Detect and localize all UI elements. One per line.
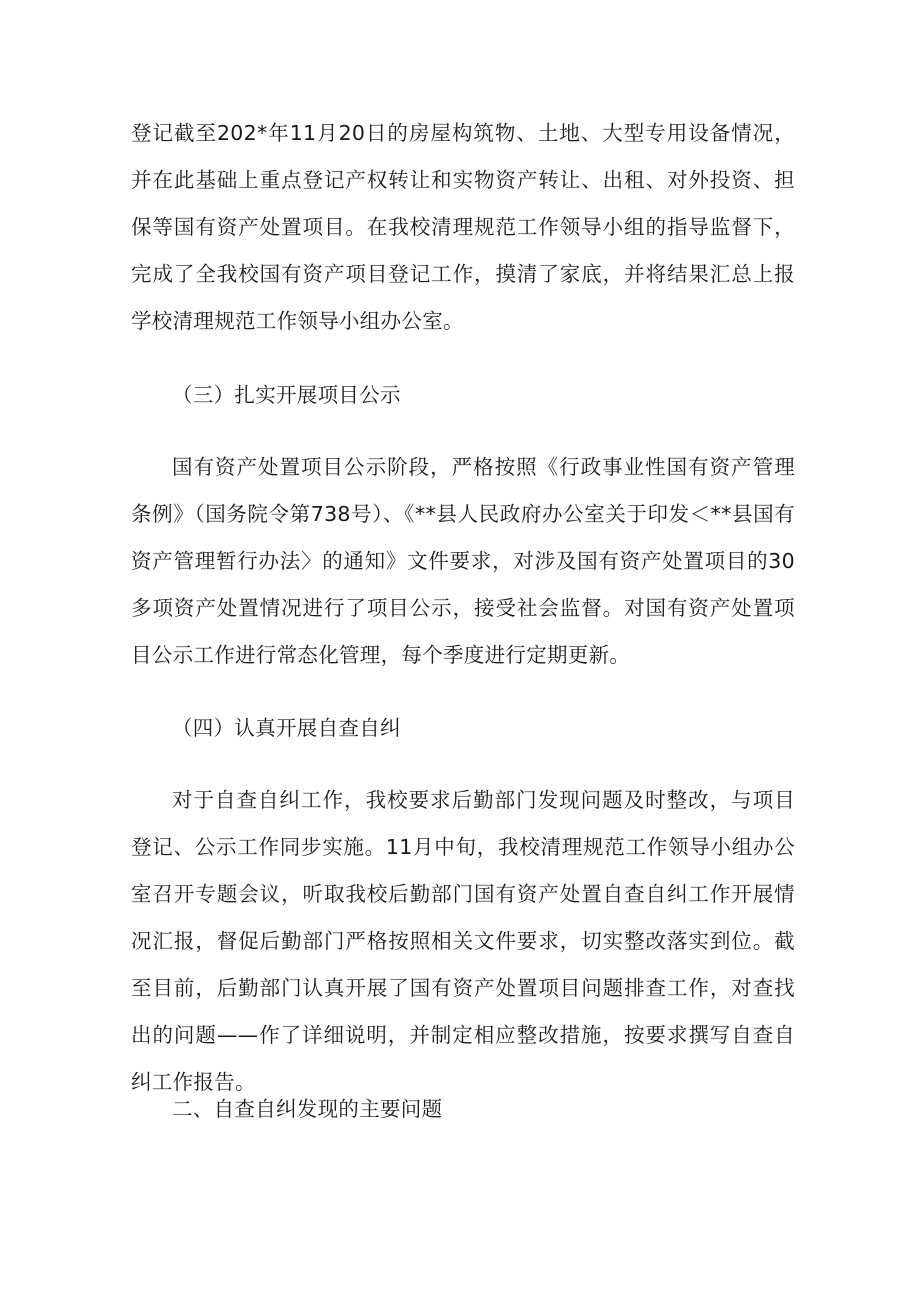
paragraph-self-inspection: 对于自查自纠工作，我校要求后勤部门发现问题及时整改，与项目登记、公示工作同步实施。11月中旬，我校清理规范工作领导小组办公室召开专题会议，听取我校后勤部门国有资产处置自查自纠工作开展情况汇报，督促后勤部门严格按照相关文件要求，切实整改落实到位。截至目前，后勤部门认真开展了国有资产处置项目问题排查工作，对查找出的问题——作了详细说明，并制定相应整改措施，按要求撰写自查自纠工作报告。 [131, 788, 795, 1094]
section-heading-self-inspection: （四）认真开展自查自纠 [172, 716, 401, 740]
paragraph-project-publicity: 国有资产处置项目公示阶段，严格按照《行政事业性国有资产管理条例》（国务院令第738号）、《**县人民政府办公室关于印发＜**县国有资产管理暂行办法〉的通知》文件要求，对涉及国有资产处置项目的30多项资产处置情况进行了项目公示，接受社会监督。对国有资产处置项目公示工作进行常态化管理，每个季度进行定期更新。 [131, 455, 795, 667]
section-heading-main-problems: 二、自查自纠发现的主要问题 [172, 1097, 443, 1121]
section-heading-project-publicity: （三）扎实开展项目公示 [172, 383, 401, 407]
paragraph-asset-registration: 登记截至202*年11月20日的房屋构筑物、土地、大型专用设备情况，并在此基础上重点登记产权转让和实物资产转让、出租、对外投资、担保等国有资产处置项目。在我校清理规范工作领导小组的指导监督下，完成了全我校国有资产项目登记工作，摸清了家底，并将结果汇总上报学校清理规范工作领导小组办公室。 [131, 121, 795, 333]
